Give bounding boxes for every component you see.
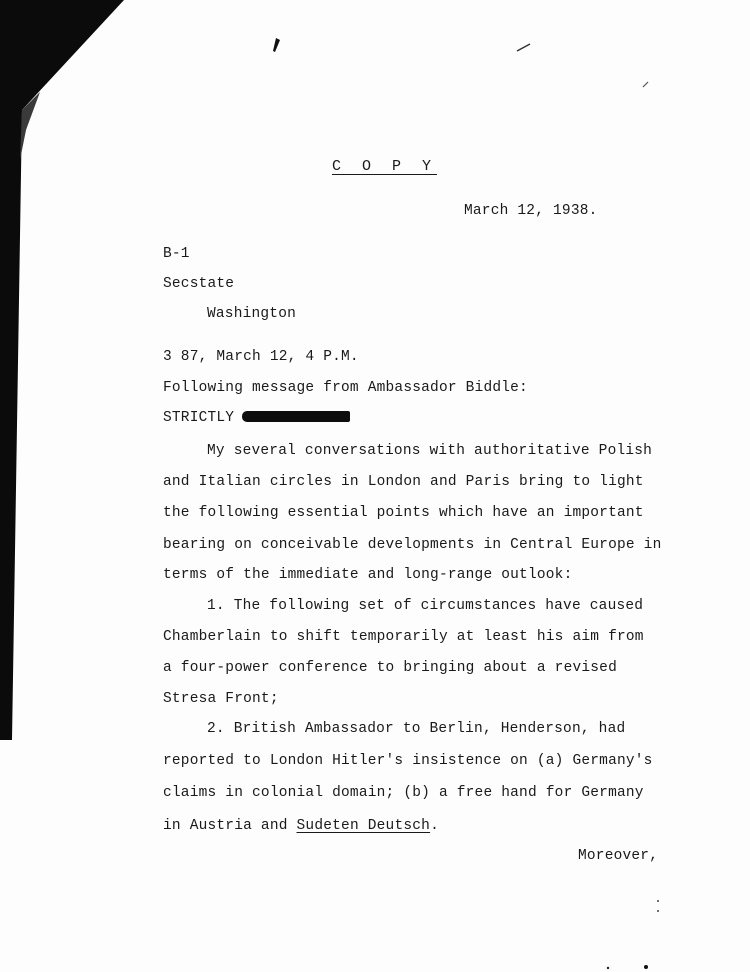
scan-edge-shadow <box>0 0 130 740</box>
classification-label: STRICTLY <box>163 410 235 426</box>
ink-mark <box>655 898 661 914</box>
body-line: Chamberlain to shift temporarily at least his aim from <box>163 629 644 645</box>
address-to: Secstate <box>163 276 235 292</box>
address-city: Washington <box>207 306 297 322</box>
body-line: My several conversations with authoritative Polish <box>207 443 653 459</box>
continuation-word: Moreover, <box>578 848 659 864</box>
ink-mark <box>600 962 660 972</box>
body-line: 2. British Ambassador to Berlin, Henderson, had <box>207 721 626 737</box>
body-line: Stresa Front; <box>163 691 279 707</box>
body-line: and Italian circles in London and Paris bring to light <box>163 474 644 490</box>
ink-mark <box>516 42 532 52</box>
body-line: claims in colonial domain; (b) a free hand for Germany <box>163 785 644 801</box>
body-text: in Austria and <box>163 818 297 834</box>
body-line: bearing on conceivable developments in Central Europe in <box>163 537 662 553</box>
body-line: terms of the immediate and long-range outlook: <box>163 567 573 583</box>
underlined-phrase: Sudeten Deutsch <box>296 818 431 834</box>
document-date: March 12, 1938. <box>464 203 598 219</box>
body-line: a four-power conference to bringing about a revised <box>163 660 617 676</box>
ink-mark <box>642 80 650 88</box>
address-ref: B-1 <box>163 246 190 262</box>
body-line: reported to London Hitler's insistence on (a) Germany's <box>163 753 653 769</box>
body-line: the following essential points which have an important <box>163 505 644 521</box>
ink-mark <box>270 36 284 54</box>
classification-line <box>163 411 350 426</box>
body-line <box>163 819 439 834</box>
redaction-bar <box>242 411 350 422</box>
body-text: . <box>430 818 439 834</box>
telegram-intro: Following message from Ambassador Biddle: <box>163 380 528 396</box>
body-line: 1. The following set of circumstances have caused <box>207 598 644 614</box>
telegram-number: 3 87, March 12, 4 P.M. <box>163 349 359 365</box>
document-heading: C O P Y <box>332 158 438 175</box>
